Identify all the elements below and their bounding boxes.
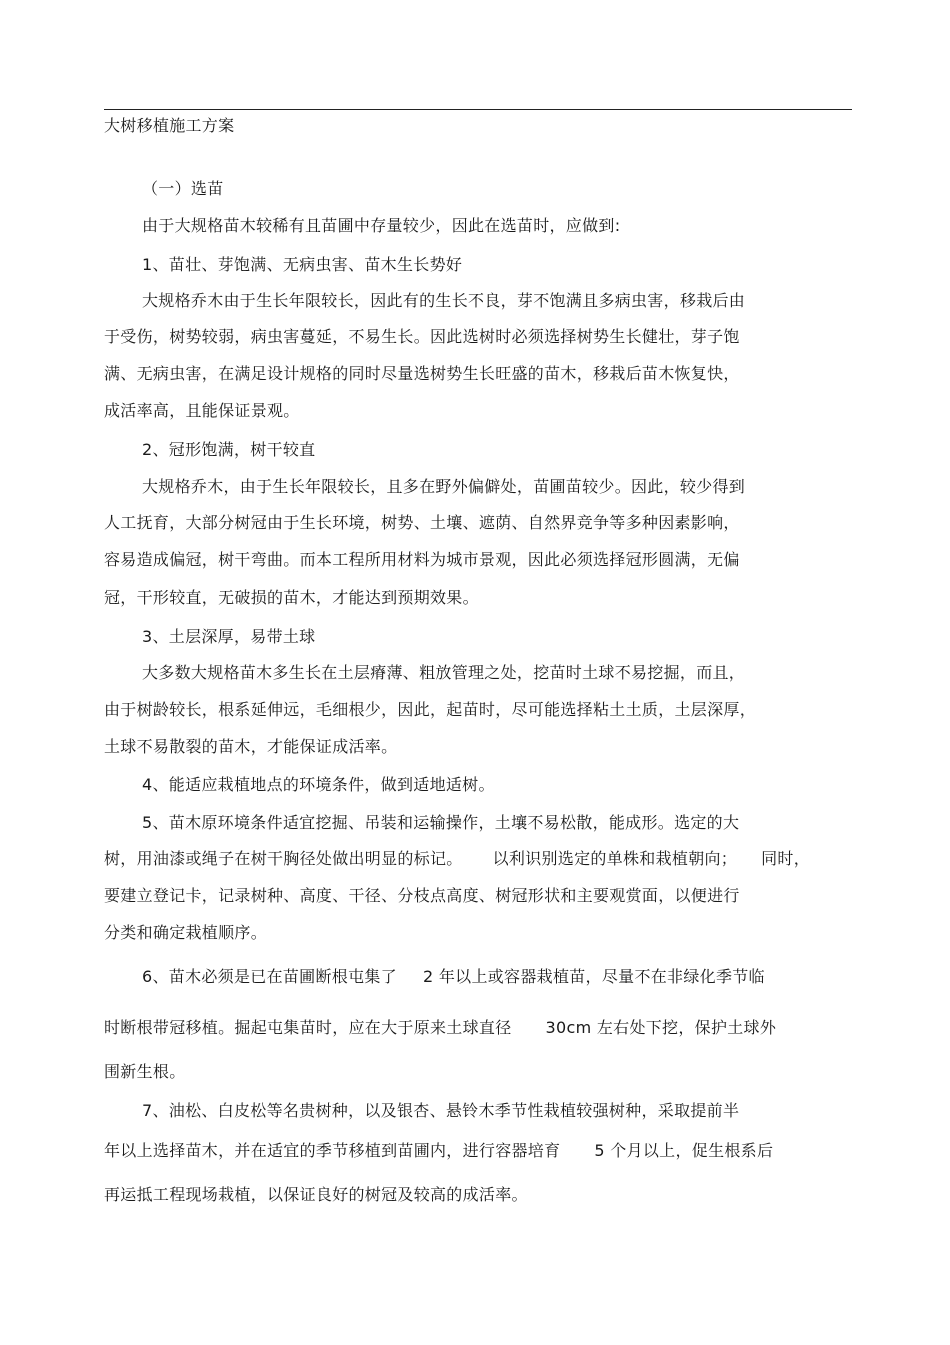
item-6-line-1-part-b: 2 年以上或容器栽植苗，尽量不在非绿化季节临	[422, 967, 765, 986]
item-5-line-2-part-a: 树，用油漆或绳子在树干胸径处做出明显的标记。	[104, 849, 463, 868]
item-3-line-1: 大多数大规格苗木多生长在土层瘠薄、粗放管理之处，挖苗时土球不易挖掘，而且，	[142, 663, 746, 682]
item-1-line-3: 满、无病虫害，在满足设计规格的同时尽量选树势生长旺盛的苗木，移栽后苗木恢复快，	[104, 364, 740, 383]
item-1-title: 1、苗壮、芽饱满、无病虫害、苗木生长势好	[142, 255, 463, 274]
item-5-line-2-part-b: 以利识别选定的单株和栽植朝向；	[492, 849, 738, 868]
item-5-line-1: 5、苗木原环境条件适宜挖掘、吊装和运输操作，土壤不易松散，能成形。选定的大	[142, 813, 740, 832]
section-intro: 由于大规格苗木较稀有且苗圃中存量较少，因此在选苗时，应做到:	[142, 216, 621, 235]
item-3-title: 3、土层深厚，易带土球	[142, 627, 316, 646]
item-2-line-1: 大规格乔木，由于生长年限较长，且多在野外偏僻处，苗圃苗较少。因此，较少得到	[142, 477, 746, 496]
item-6-line-3: 围新生根。	[104, 1062, 186, 1081]
item-2-line-3: 容易造成偏冠，树干弯曲。而本工程所用材料为城市景观，因此必须选择冠形圆满，无偏	[104, 550, 740, 569]
item-2-title: 2、冠形饱满，树干较直	[142, 440, 316, 459]
item-6-line-1-part-a: 6、苗木必须是已在苗圃断根屯集了	[142, 967, 397, 986]
item-7-line-3: 再运抵工程现场栽植，以保证良好的树冠及较高的成活率。	[104, 1185, 528, 1204]
section-heading: （一）选苗	[142, 179, 224, 198]
header-rule	[104, 109, 852, 110]
item-5-line-2-part-c: 同时，	[761, 849, 811, 868]
item-3-line-3: 土球不易散裂的苗木，才能保证成活率。	[104, 737, 398, 756]
document-title: 大树移植施工方案	[104, 116, 235, 135]
item-6-line-1	[142, 967, 765, 987]
item-5-line-4: 分类和确定栽植顺序。	[104, 923, 268, 942]
item-1-line-4: 成活率高，且能保证景观。	[104, 401, 300, 420]
item-7-line-2	[104, 1141, 773, 1161]
item-7-line-1: 7、油松、白皮松等名贵树种，以及银杏、悬铃木季节性栽植较强树种，采取提前半	[142, 1101, 740, 1120]
item-5-line-2	[104, 849, 810, 869]
item-7-line-2-part-b: 5 个月以上，促生根系后	[594, 1141, 774, 1160]
item-2-line-2: 人工抚育，大部分树冠由于生长环境，树势、土壤、遮荫、自然界竞争等多种因素影响，	[104, 513, 740, 532]
item-3-line-2: 由于树龄较长，根系延伸远，毛细根少，因此，起苗时，尽可能选择粘土土质，土层深厚，	[104, 700, 757, 719]
item-2-line-4: 冠，干形较直，无破损的苗木，才能达到预期效果。	[104, 588, 479, 607]
item-1-line-2: 于受伤，树势较弱，病虫害蔓延，不易生长。因此选树时必须选择树势生长健壮，芽子饱	[104, 327, 740, 346]
item-1-line-1: 大规格乔木由于生长年限较长，因此有的生长不良，芽不饱满且多病虫害，移栽后由	[142, 291, 746, 310]
item-4-title: 4、能适应栽植地点的环境条件，做到适地适树。	[142, 775, 495, 794]
item-5-line-3: 要建立登记卡，记录树种、高度、干径、分枝点高度、树冠形状和主要观赏面，以便进行	[104, 886, 740, 905]
item-6-line-2	[104, 1018, 776, 1038]
item-6-line-2-part-a: 时断根带冠移植。掘起屯集苗时，应在大于原来土球直径	[104, 1018, 512, 1037]
item-6-line-2-part-b: 30cm 左右处下挖，保护土球外	[545, 1018, 777, 1037]
item-7-line-2-part-a: 年以上选择苗木，并在适宜的季节移植到苗圃内，进行容器培育	[104, 1141, 561, 1160]
